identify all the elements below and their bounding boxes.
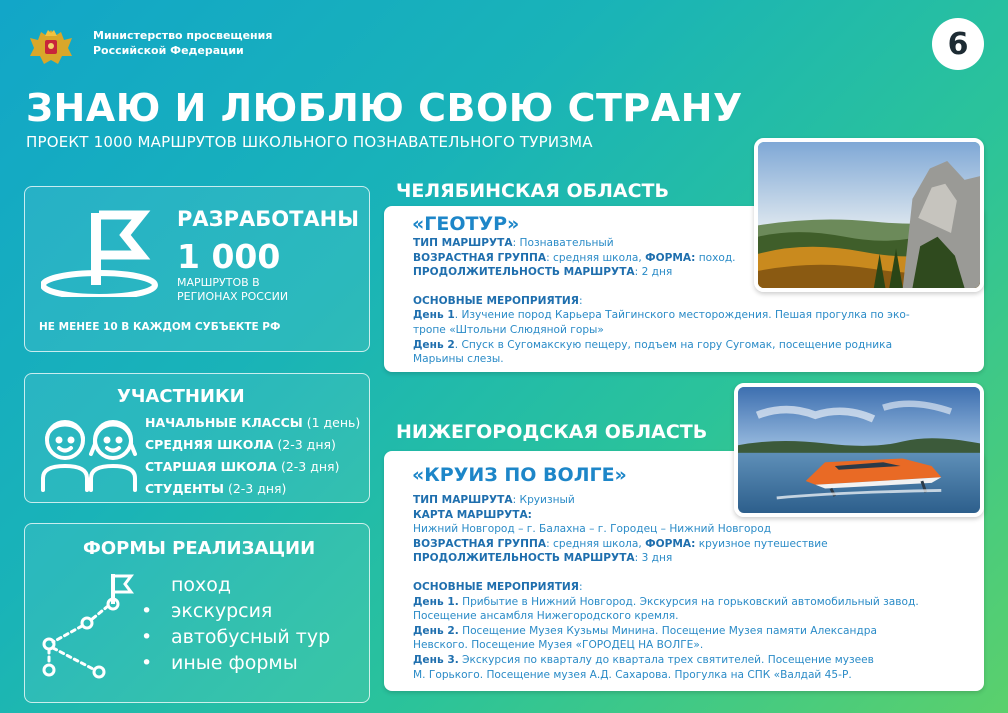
route-icon	[37, 568, 149, 680]
participant-label: СТУДЕНТЫ	[145, 481, 224, 496]
route-age	[413, 537, 970, 552]
route-day-3	[413, 653, 970, 668]
developed-desc-line-1: МАРШРУТОВ В	[177, 276, 260, 289]
participant-item	[145, 434, 360, 456]
flag-icon	[41, 205, 159, 297]
route-events-label: ОСНОВНЫЕ МЕРОПРИЯТИЯ	[413, 580, 579, 593]
route-form-label: ФОРМА:	[645, 537, 696, 550]
route-duration-label: ПРОДОЛЖИТЕЛЬНОСТЬ МАРШРУТА	[413, 266, 635, 279]
form-bullet: •	[141, 652, 153, 674]
route-events-colon: :	[578, 580, 583, 593]
developed-panel	[24, 186, 370, 352]
participant-duration: (2-3 дня)	[227, 481, 287, 496]
day-text: М. Горького. Посещение музея А.Д. Сахарова. Прогулка на СПК «Валдай 45-Р.	[413, 668, 852, 681]
route-form-label: ФОРМА:	[645, 251, 696, 264]
developed-note: НЕ МЕНЕЕ 10 В КАЖДОМ СУБЪЕКТЕ РФ	[39, 321, 281, 333]
route-events-label: ОСНОВНЫЕ МЕРОПРИЯТИЯ	[413, 294, 579, 307]
route-duration-label: ПРОДОЛЖИТЕЛЬНОСТЬ МАРШРУТА	[413, 552, 635, 565]
route-day-1	[413, 595, 970, 610]
route-name: «КРУИЗ ПО ВОЛГЕ»	[412, 464, 627, 486]
route-events	[413, 580, 970, 595]
day-label: День 3.	[413, 653, 459, 666]
forms-panel	[24, 523, 370, 703]
day-text: Марьины слезы.	[413, 353, 504, 366]
day-text: Экскурсия по кварталу до квартала трех святителей. Посещение музеев	[458, 653, 874, 666]
participant-item	[145, 456, 360, 478]
region-title-chelyabinsk: ЧЕЛЯБИНСКАЯ ОБЛАСТЬ	[396, 180, 669, 202]
ministry-name	[93, 28, 272, 58]
participant-label: СРЕДНЯЯ ШКОЛА	[145, 437, 274, 452]
day-text: тропе «Штольни Слюдяной горы»	[413, 323, 604, 336]
route-events-colon: :	[578, 294, 583, 307]
developed-desc-line-2: РЕГИОНАХ РОССИИ	[177, 290, 289, 303]
route-age-value: : средняя школа,	[546, 537, 646, 550]
route-events	[413, 294, 970, 309]
route-form-value: поход.	[695, 251, 736, 264]
day-text: . Спуск в Сугомакскую пещеру, подъем на гору Сугомак, посещение родника	[454, 338, 893, 351]
route-name: «ГЕОТУР»	[412, 213, 520, 235]
route-details	[413, 493, 970, 682]
participants-list	[145, 412, 360, 500]
ministry-line-2: Российской Федерации	[93, 44, 244, 57]
route-form-value: круизное путешествие	[695, 537, 828, 550]
participants-heading: УЧАСТНИКИ	[117, 386, 245, 407]
participant-label: СТАРШАЯ ШКОЛА	[145, 459, 277, 474]
participants-panel	[24, 373, 370, 503]
day-text: Посещение Музея Кузьмы Минина. Посещение Музея памяти Александра	[458, 624, 877, 637]
route-duration	[413, 551, 970, 566]
forms-heading: ФОРМЫ РЕАЛИЗАЦИИ	[83, 538, 316, 559]
day-label: День 1.	[413, 595, 459, 608]
kids-icon	[37, 410, 143, 492]
participant-duration: (1 день)	[306, 415, 361, 430]
form-item	[141, 650, 330, 676]
form-label: автобусный тур	[171, 626, 331, 648]
route-map-value: Нижний Новгород – г. Балахна – г. Городец – Нижний Новгород	[413, 523, 772, 536]
route-duration-value: : 2 дня	[634, 266, 673, 279]
form-label: иные формы	[171, 652, 298, 674]
participant-duration: (2-3 дня)	[280, 459, 340, 474]
ministry-line-1: Министерство просвещения	[93, 29, 273, 42]
form-item	[141, 598, 330, 624]
route-map-label: КАРТА МАРШРУТА:	[413, 508, 532, 521]
route-age-value: : средняя школа,	[546, 251, 646, 264]
page-title: ЗНАЮ И ЛЮБЛЮ СВОЮ СТРАНУ	[26, 86, 743, 130]
region-title-nizhny-novgorod: НИЖЕГОРОДСКАЯ ОБЛАСТЬ	[396, 421, 708, 443]
developed-heading: РАЗРАБОТАНЫ	[177, 207, 359, 231]
participant-item	[145, 478, 360, 500]
day-text: Невского. Посещение Музея «ГОРОДЕЦ НА ВОЛГЕ».	[413, 639, 704, 652]
form-label: поход	[171, 574, 232, 596]
participant-label: НАЧАЛЬНЫЕ КЛАССЫ	[145, 415, 303, 430]
route-type-value: : Познавательный	[512, 237, 614, 249]
coat-of-arms-icon	[28, 26, 74, 68]
route-type-label: ТИП МАРШРУТА	[413, 494, 513, 506]
day-text: Прибытие в Нижний Новгород. Экскурсия на горьковский автомобильный завод.	[458, 595, 919, 608]
route-type-value: : Круизный	[512, 494, 575, 506]
day-text: Посещение ансамбля Нижегородского кремля.	[413, 610, 679, 623]
participant-duration: (2-3 дня)	[277, 437, 336, 452]
form-item	[141, 572, 330, 598]
route-day-2	[413, 624, 970, 639]
route-day-2	[413, 338, 970, 353]
developed-number: 1 000	[177, 237, 281, 276]
page-subtitle: ПРОЕКТ 1000 МАРШРУТОВ ШКОЛЬНОГО ПОЗНАВАТЕЛЬНОГО ТУРИЗМА	[26, 133, 593, 151]
form-label: экскурсия	[171, 600, 273, 622]
mountain-photo	[754, 138, 984, 292]
day-label: День 2.	[413, 624, 459, 637]
day-label: День 2	[413, 338, 455, 351]
participant-item	[145, 412, 360, 434]
route-age-label: ВОЗРАСТНАЯ ГРУППА	[413, 537, 547, 550]
route-duration-value: : 3 дня	[634, 552, 673, 565]
forms-list	[141, 572, 330, 676]
hydrofoil-photo	[734, 383, 984, 517]
route-day-1	[413, 308, 970, 323]
form-bullet: •	[141, 600, 153, 622]
page-number-badge: 6	[932, 18, 984, 70]
day-label: День 1	[413, 309, 455, 322]
day-text: . Изучение пород Карьера Тайгинского месторождения. Пешая прогулка по эко-	[454, 309, 910, 322]
form-bullet: •	[141, 626, 153, 648]
route-age-label: ВОЗРАСТНАЯ ГРУППА	[413, 251, 547, 264]
form-item	[141, 624, 330, 650]
route-type-label: ТИП МАРШРУТА	[413, 237, 513, 249]
developed-description	[177, 276, 347, 304]
